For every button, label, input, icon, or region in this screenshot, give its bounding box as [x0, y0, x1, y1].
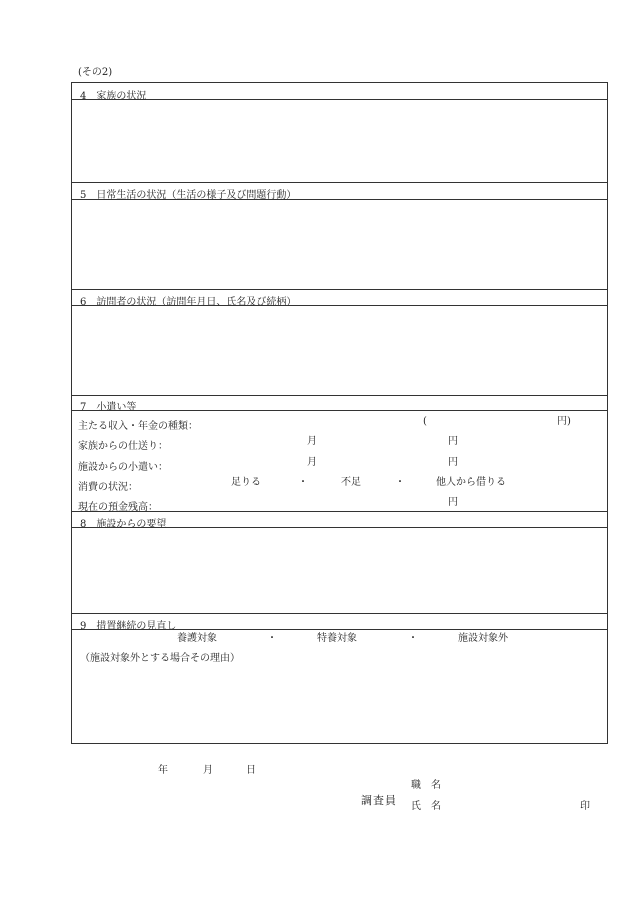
option-enough[interactable]: 足りる: [231, 477, 261, 488]
investigator-label: 調査員: [361, 794, 397, 807]
consumption-label: 消費の状況：: [78, 482, 138, 493]
seal-mark: 印: [580, 801, 590, 812]
option-borrow[interactable]: 他人から借りる: [436, 477, 506, 488]
facility-allowance-label: 施設からの小遣い：: [78, 462, 168, 473]
divider: [72, 395, 607, 396]
facility-yen: 円: [448, 457, 458, 468]
section-6-heading: 6 訪問者の状況（訪問年月日、氏名及び続柄）: [80, 297, 297, 308]
divider: [72, 613, 607, 614]
section-5-body[interactable]: [72, 200, 607, 288]
section-9-heading: 9 措置継続の見直し: [80, 621, 177, 632]
section-4-body[interactable]: [72, 100, 607, 181]
option-tokuyo[interactable]: 特養対象: [317, 633, 357, 644]
family-month: 月: [307, 436, 317, 447]
option-short[interactable]: 不足: [341, 477, 361, 488]
option-yogo[interactable]: 養護対象: [177, 633, 217, 644]
name-label: 氏 名: [411, 801, 441, 812]
divider: [72, 289, 607, 290]
section-8-body[interactable]: [72, 528, 607, 612]
section-7-heading: 7 小遣い等: [80, 402, 137, 413]
section-8-heading: 8 施設からの要望: [80, 519, 167, 530]
option-out-of-scope[interactable]: 施設対象外: [458, 633, 508, 644]
position-label: 職 名: [411, 780, 441, 791]
divider: [72, 182, 607, 183]
date-day: 日: [246, 765, 256, 776]
income-paren-open: (: [423, 416, 427, 427]
separator-dot: ・: [298, 477, 308, 488]
separator-dot: ・: [395, 477, 405, 488]
divider: [72, 629, 607, 630]
facility-month: 月: [307, 457, 317, 468]
page-label: (その2): [78, 67, 113, 78]
reason-body[interactable]: [72, 669, 607, 743]
balance-yen: 円: [448, 497, 458, 508]
separator-dot: ・: [267, 633, 277, 644]
family-allowance-label: 家族からの仕送り：: [78, 441, 168, 452]
reason-label: （施設対象外とする場合その理由）: [80, 653, 240, 664]
section-4-heading: 4 家族の状況: [80, 91, 147, 102]
section-6-body[interactable]: [72, 306, 607, 394]
income-label: 主たる収入・年金の種類：: [78, 421, 198, 432]
income-paren-close: 円): [557, 416, 571, 427]
separator-dot: ・: [408, 633, 418, 644]
divider: [72, 511, 607, 512]
balance-label: 現在の預金残高：: [78, 502, 158, 513]
section-5-heading: 5 日常生活の状況（生活の様子及び問題行動）: [80, 190, 297, 201]
date-month: 月: [203, 765, 213, 776]
divider: [72, 410, 607, 411]
family-yen: 円: [448, 436, 458, 447]
form-table: [71, 82, 608, 744]
date-year: 年: [158, 765, 168, 776]
